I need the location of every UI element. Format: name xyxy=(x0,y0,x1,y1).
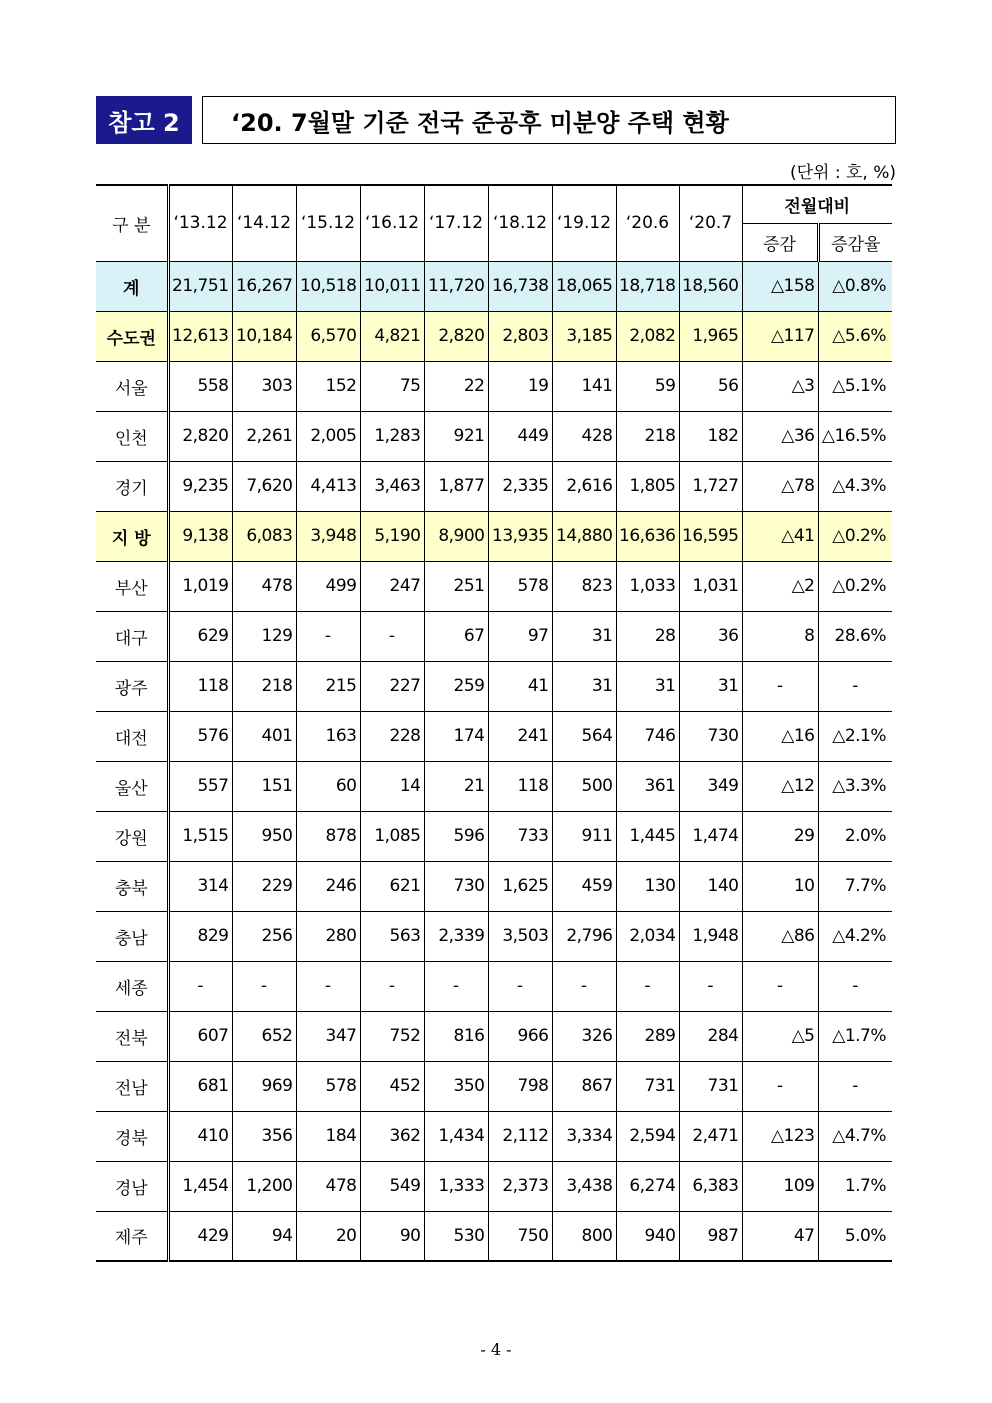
value-cell: 16,595 xyxy=(679,511,742,561)
change-cell: △117 xyxy=(742,311,818,361)
value-cell: 362 xyxy=(360,1111,424,1161)
value-cell: 4,413 xyxy=(296,461,360,511)
value-cell: 13,935 xyxy=(488,511,552,561)
region-cell: 충남 xyxy=(96,911,168,961)
value-cell: 452 xyxy=(360,1061,424,1111)
change-rate-cell: △4.2% xyxy=(818,911,892,961)
value-cell: - xyxy=(488,961,552,1011)
table-row xyxy=(96,1061,892,1111)
region-cell: 울산 xyxy=(96,761,168,811)
value-cell: 2,005 xyxy=(296,411,360,461)
value-cell: 56 xyxy=(679,361,742,411)
region-cell: 부산 xyxy=(96,561,168,611)
value-cell: 31 xyxy=(679,661,742,711)
value-cell: 3,948 xyxy=(296,511,360,561)
change-rate-cell: - xyxy=(818,1061,892,1111)
value-cell: - xyxy=(424,961,488,1011)
reference-badge: 참고 2 xyxy=(96,96,192,144)
value-cell: 1,283 xyxy=(360,411,424,461)
year-header: ‘20.7 xyxy=(679,185,742,261)
value-cell: 16,738 xyxy=(488,261,552,311)
value-cell: 141 xyxy=(552,361,616,411)
change-rate-cell: △0.2% xyxy=(818,511,892,561)
value-cell: 1,445 xyxy=(616,811,679,861)
value-cell: 1,625 xyxy=(488,861,552,911)
value-cell: 1,333 xyxy=(424,1161,488,1211)
region-cell: 대구 xyxy=(96,611,168,661)
change-rate-cell: 2.0% xyxy=(818,811,892,861)
change-rate-cell: △5.6% xyxy=(818,311,892,361)
value-cell: 247 xyxy=(360,561,424,611)
table-row xyxy=(96,261,892,311)
change-rate-cell: △4.7% xyxy=(818,1111,892,1161)
value-cell: 361 xyxy=(616,761,679,811)
value-cell: 750 xyxy=(488,1211,552,1261)
value-cell: 118 xyxy=(168,661,232,711)
value-cell: 2,471 xyxy=(679,1111,742,1161)
change-rate-cell: - xyxy=(818,961,892,1011)
table-row xyxy=(96,1111,892,1161)
region-cell: 지 방 xyxy=(96,511,168,561)
table-row xyxy=(96,961,892,1011)
value-cell: 18,718 xyxy=(616,261,679,311)
mom-group-header: 전월대비 xyxy=(742,185,892,223)
change-cell: 8 xyxy=(742,611,818,661)
value-cell: 41 xyxy=(488,661,552,711)
value-cell: 596 xyxy=(424,811,488,861)
value-cell: 940 xyxy=(616,1211,679,1261)
region-cell: 전북 xyxy=(96,1011,168,1061)
value-cell: 10,184 xyxy=(232,311,296,361)
value-cell: 2,112 xyxy=(488,1111,552,1161)
change-rate-cell: 1.7% xyxy=(818,1161,892,1211)
table-row xyxy=(96,1211,892,1261)
value-cell: 3,185 xyxy=(552,311,616,361)
value-cell: 97 xyxy=(488,611,552,661)
table-row xyxy=(96,461,892,511)
value-cell: 969 xyxy=(232,1061,296,1111)
change-rate-cell: △0.2% xyxy=(818,561,892,611)
value-cell: 241 xyxy=(488,711,552,761)
region-cell: 경북 xyxy=(96,1111,168,1161)
value-cell: 303 xyxy=(232,361,296,411)
change-rate-cell: △16.5% xyxy=(818,411,892,461)
value-cell: 18,560 xyxy=(679,261,742,311)
value-cell: 1,454 xyxy=(168,1161,232,1211)
value-cell: 578 xyxy=(296,1061,360,1111)
table-row xyxy=(96,411,892,461)
page-title: ‘20. 7월말 기준 전국 준공후 미분양 주택 현황 xyxy=(202,96,896,144)
value-cell: 2,034 xyxy=(616,911,679,961)
value-cell: 823 xyxy=(552,561,616,611)
region-cell: 경남 xyxy=(96,1161,168,1211)
value-cell: 1,805 xyxy=(616,461,679,511)
value-cell: 829 xyxy=(168,911,232,961)
value-cell: 557 xyxy=(168,761,232,811)
value-cell: 280 xyxy=(296,911,360,961)
value-cell: 8,900 xyxy=(424,511,488,561)
region-cell: 대전 xyxy=(96,711,168,761)
value-cell: 289 xyxy=(616,1011,679,1061)
table-row xyxy=(96,861,892,911)
value-cell: 730 xyxy=(679,711,742,761)
change-rate-cell: △5.1% xyxy=(818,361,892,411)
change-rate-cell: 7.7% xyxy=(818,861,892,911)
value-cell: 2,820 xyxy=(168,411,232,461)
value-cell: 449 xyxy=(488,411,552,461)
value-cell: 878 xyxy=(296,811,360,861)
region-cell: 전남 xyxy=(96,1061,168,1111)
value-cell: 459 xyxy=(552,861,616,911)
value-cell: 733 xyxy=(488,811,552,861)
value-cell: 1,085 xyxy=(360,811,424,861)
change-rate-cell: △1.7% xyxy=(818,1011,892,1061)
value-cell: 1,031 xyxy=(679,561,742,611)
change-cell: △86 xyxy=(742,911,818,961)
value-cell: 2,803 xyxy=(488,311,552,361)
year-header: ‘13.12 xyxy=(168,185,232,261)
change-cell: 29 xyxy=(742,811,818,861)
value-cell: 500 xyxy=(552,761,616,811)
value-cell: 816 xyxy=(424,1011,488,1061)
value-cell: 950 xyxy=(232,811,296,861)
page-number: - 4 - xyxy=(480,1340,512,1359)
value-cell: 1,019 xyxy=(168,561,232,611)
value-cell: 184 xyxy=(296,1111,360,1161)
value-cell: 1,434 xyxy=(424,1111,488,1161)
change-cell: - xyxy=(742,961,818,1011)
value-cell: 3,503 xyxy=(488,911,552,961)
value-cell: 607 xyxy=(168,1011,232,1061)
value-cell: 9,138 xyxy=(168,511,232,561)
year-header: ‘14.12 xyxy=(232,185,296,261)
value-cell: 410 xyxy=(168,1111,232,1161)
value-cell: 1,727 xyxy=(679,461,742,511)
value-cell: 129 xyxy=(232,611,296,661)
year-header: ‘17.12 xyxy=(424,185,488,261)
change-cell: △16 xyxy=(742,711,818,761)
value-cell: 530 xyxy=(424,1211,488,1261)
value-cell: 246 xyxy=(296,861,360,911)
table-header-row xyxy=(96,185,892,223)
region-cell: 서울 xyxy=(96,361,168,411)
year-header: ‘19.12 xyxy=(552,185,616,261)
value-cell: 7,620 xyxy=(232,461,296,511)
value-cell: 4,821 xyxy=(360,311,424,361)
value-cell: 911 xyxy=(552,811,616,861)
value-cell: 921 xyxy=(424,411,488,461)
value-cell: - xyxy=(360,961,424,1011)
change-cell: △123 xyxy=(742,1111,818,1161)
value-cell: 563 xyxy=(360,911,424,961)
table-row xyxy=(96,1161,892,1211)
value-cell: 251 xyxy=(424,561,488,611)
region-cell: 강원 xyxy=(96,811,168,861)
value-cell: 731 xyxy=(616,1061,679,1111)
table-row xyxy=(96,561,892,611)
value-cell: 2,082 xyxy=(616,311,679,361)
region-cell: 계 xyxy=(96,261,168,311)
value-cell: 151 xyxy=(232,761,296,811)
value-cell: 3,438 xyxy=(552,1161,616,1211)
table-row xyxy=(96,1011,892,1061)
change-cell: △12 xyxy=(742,761,818,811)
change-cell: 47 xyxy=(742,1211,818,1261)
value-cell: 31 xyxy=(616,661,679,711)
value-cell: 2,261 xyxy=(232,411,296,461)
table-row xyxy=(96,811,892,861)
value-cell: 6,570 xyxy=(296,311,360,361)
value-cell: 3,463 xyxy=(360,461,424,511)
value-cell: 2,796 xyxy=(552,911,616,961)
value-cell: 67 xyxy=(424,611,488,661)
value-cell: 36 xyxy=(679,611,742,661)
value-cell: 478 xyxy=(232,561,296,611)
value-cell: - xyxy=(232,961,296,1011)
value-cell: 652 xyxy=(232,1011,296,1061)
value-cell: 14 xyxy=(360,761,424,811)
value-cell: 1,515 xyxy=(168,811,232,861)
value-cell: 16,267 xyxy=(232,261,296,311)
value-cell: 5,190 xyxy=(360,511,424,561)
value-cell: 558 xyxy=(168,361,232,411)
year-header: ‘15.12 xyxy=(296,185,360,261)
value-cell: 90 xyxy=(360,1211,424,1261)
value-cell: 227 xyxy=(360,661,424,711)
value-cell: 12,613 xyxy=(168,311,232,361)
value-cell: - xyxy=(616,961,679,1011)
value-cell: 152 xyxy=(296,361,360,411)
value-cell: 163 xyxy=(296,711,360,761)
category-header: 구 분 xyxy=(96,185,168,261)
value-cell: 6,383 xyxy=(679,1161,742,1211)
value-cell: 2,820 xyxy=(424,311,488,361)
table-row xyxy=(96,761,892,811)
value-cell: 130 xyxy=(616,861,679,911)
table-row xyxy=(96,511,892,561)
value-cell: 59 xyxy=(616,361,679,411)
value-cell: 576 xyxy=(168,711,232,761)
value-cell: 14,880 xyxy=(552,511,616,561)
value-cell: - xyxy=(552,961,616,1011)
value-cell: 798 xyxy=(488,1061,552,1111)
change-cell: △41 xyxy=(742,511,818,561)
change-cell: 109 xyxy=(742,1161,818,1211)
value-cell: 218 xyxy=(232,661,296,711)
value-cell: 259 xyxy=(424,661,488,711)
value-cell: 867 xyxy=(552,1061,616,1111)
value-cell: 499 xyxy=(296,561,360,611)
change-cell: △36 xyxy=(742,411,818,461)
value-cell: 349 xyxy=(679,761,742,811)
value-cell: 21,751 xyxy=(168,261,232,311)
value-cell: 256 xyxy=(232,911,296,961)
value-cell: - xyxy=(360,611,424,661)
value-cell: 10,518 xyxy=(296,261,360,311)
value-cell: 314 xyxy=(168,861,232,911)
region-cell: 수도권 xyxy=(96,311,168,361)
value-cell: 10,011 xyxy=(360,261,424,311)
year-header: ‘18.12 xyxy=(488,185,552,261)
value-cell: 2,594 xyxy=(616,1111,679,1161)
year-header: ‘20.6 xyxy=(616,185,679,261)
change-header: 증감 xyxy=(742,223,818,261)
value-cell: 1,965 xyxy=(679,311,742,361)
value-cell: 19 xyxy=(488,361,552,411)
value-cell: 2,335 xyxy=(488,461,552,511)
table-row xyxy=(96,611,892,661)
value-cell: - xyxy=(296,961,360,1011)
value-cell: 428 xyxy=(552,411,616,461)
value-cell: 215 xyxy=(296,661,360,711)
value-cell: 182 xyxy=(679,411,742,461)
value-cell: 987 xyxy=(679,1211,742,1261)
region-cell: 경기 xyxy=(96,461,168,511)
value-cell: 356 xyxy=(232,1111,296,1161)
value-cell: 229 xyxy=(232,861,296,911)
value-cell: 752 xyxy=(360,1011,424,1061)
value-cell: 347 xyxy=(296,1011,360,1061)
region-cell: 인천 xyxy=(96,411,168,461)
value-cell: 326 xyxy=(552,1011,616,1061)
change-rate-cell: 5.0% xyxy=(818,1211,892,1261)
value-cell: 16,636 xyxy=(616,511,679,561)
value-cell: 966 xyxy=(488,1011,552,1061)
region-cell: 광주 xyxy=(96,661,168,711)
value-cell: 284 xyxy=(679,1011,742,1061)
change-cell: △5 xyxy=(742,1011,818,1061)
value-cell: 6,083 xyxy=(232,511,296,561)
change-rate-cell: △0.8% xyxy=(818,261,892,311)
value-cell: 1,033 xyxy=(616,561,679,611)
value-cell: 429 xyxy=(168,1211,232,1261)
change-cell: △3 xyxy=(742,361,818,411)
change-rate-header: 증감율 xyxy=(818,223,892,261)
change-cell: - xyxy=(742,661,818,711)
value-cell: 18,065 xyxy=(552,261,616,311)
value-cell: 2,616 xyxy=(552,461,616,511)
value-cell: 118 xyxy=(488,761,552,811)
value-cell: 140 xyxy=(679,861,742,911)
change-cell: △158 xyxy=(742,261,818,311)
value-cell: 228 xyxy=(360,711,424,761)
region-cell: 충북 xyxy=(96,861,168,911)
value-cell: 564 xyxy=(552,711,616,761)
region-cell: 세종 xyxy=(96,961,168,1011)
value-cell: 1,877 xyxy=(424,461,488,511)
value-cell: 11,720 xyxy=(424,261,488,311)
value-cell: 94 xyxy=(232,1211,296,1261)
table-row xyxy=(96,661,892,711)
unit-note: (단위 : 호, %) xyxy=(789,163,896,183)
value-cell: 621 xyxy=(360,861,424,911)
value-cell: 350 xyxy=(424,1061,488,1111)
change-rate-cell: △4.3% xyxy=(818,461,892,511)
table-body xyxy=(96,261,892,1261)
value-cell: 746 xyxy=(616,711,679,761)
value-cell: 629 xyxy=(168,611,232,661)
change-rate-cell: 28.6% xyxy=(818,611,892,661)
value-cell: - xyxy=(679,961,742,1011)
region-cell: 제주 xyxy=(96,1211,168,1261)
value-cell: 800 xyxy=(552,1211,616,1261)
value-cell: 549 xyxy=(360,1161,424,1211)
value-cell: 75 xyxy=(360,361,424,411)
value-cell: 681 xyxy=(168,1061,232,1111)
change-rate-cell: - xyxy=(818,661,892,711)
value-cell: 478 xyxy=(296,1161,360,1211)
value-cell: 730 xyxy=(424,861,488,911)
value-cell: - xyxy=(168,961,232,1011)
value-cell: 174 xyxy=(424,711,488,761)
value-cell: 401 xyxy=(232,711,296,761)
table-row xyxy=(96,361,892,411)
value-cell: 3,334 xyxy=(552,1111,616,1161)
change-cell: - xyxy=(742,1061,818,1111)
change-rate-cell: △2.1% xyxy=(818,711,892,761)
value-cell: 60 xyxy=(296,761,360,811)
value-cell: 21 xyxy=(424,761,488,811)
value-cell: - xyxy=(296,611,360,661)
value-cell: 1,200 xyxy=(232,1161,296,1211)
value-cell: 28 xyxy=(616,611,679,661)
value-cell: 20 xyxy=(296,1211,360,1261)
value-cell: 578 xyxy=(488,561,552,611)
value-cell: 22 xyxy=(424,361,488,411)
change-cell: 10 xyxy=(742,861,818,911)
year-header: ‘16.12 xyxy=(360,185,424,261)
value-cell: 2,373 xyxy=(488,1161,552,1211)
value-cell: 6,274 xyxy=(616,1161,679,1211)
value-cell: 1,948 xyxy=(679,911,742,961)
change-cell: △78 xyxy=(742,461,818,511)
value-cell: 2,339 xyxy=(424,911,488,961)
table-row xyxy=(96,311,892,361)
change-rate-cell: △3.3% xyxy=(818,761,892,811)
value-cell: 218 xyxy=(616,411,679,461)
table-row xyxy=(96,911,892,961)
change-cell: △2 xyxy=(742,561,818,611)
value-cell: 31 xyxy=(552,611,616,661)
table-row xyxy=(96,711,892,761)
unsold-housing-table xyxy=(96,184,892,1262)
value-cell: 1,474 xyxy=(679,811,742,861)
value-cell: 731 xyxy=(679,1061,742,1111)
value-cell: 9,235 xyxy=(168,461,232,511)
value-cell: 31 xyxy=(552,661,616,711)
